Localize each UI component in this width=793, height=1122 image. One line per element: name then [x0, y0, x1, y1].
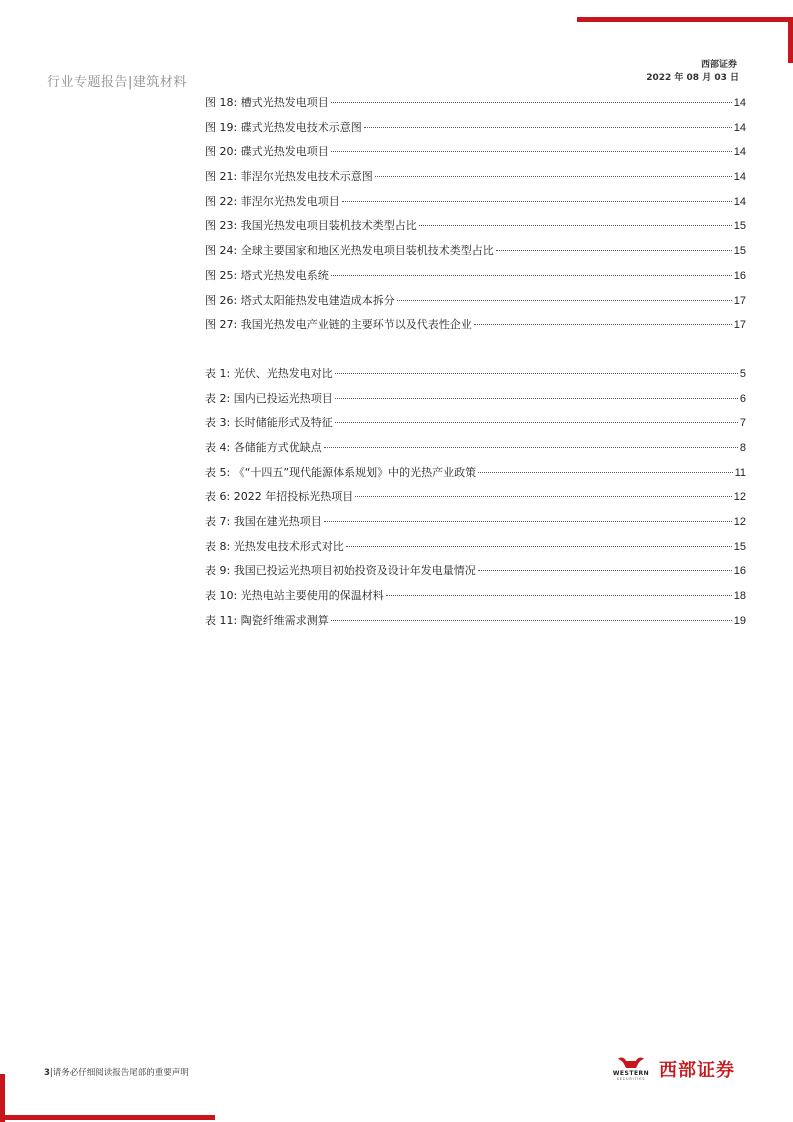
toc-entry-page: 6 [739, 392, 746, 405]
header-company: 西部证券 [700, 60, 737, 70]
toc-entry-label: 表 1: 光伏、光热发电对比 [205, 366, 333, 380]
dot-leader [331, 151, 732, 152]
dot-leader [375, 176, 732, 177]
dot-leader [346, 546, 732, 547]
toc-entry-label: 表 4: 各储能方式优缺点 [205, 440, 322, 454]
toc-entry[interactable] [205, 165, 746, 190]
logo-western-text: WESTERN [612, 1070, 650, 1077]
toc-entry[interactable] [205, 510, 746, 535]
toc-entry-label: 表 8: 光热发电技术形式对比 [205, 539, 344, 553]
toc-entry-label: 表 3: 长时储能形式及特征 [205, 416, 333, 430]
toc-entry-label: 表 2: 国内已投运光热项目 [205, 391, 333, 405]
dot-leader [331, 620, 732, 621]
toc-entry-label: 表 6: 2022 年招投标光热项目 [205, 490, 354, 504]
toc-entry-page: 14 [733, 195, 746, 208]
toc-entry-page: 18 [733, 590, 746, 603]
toc-entry[interactable] [205, 362, 746, 387]
toc-entry-page: 14 [733, 171, 746, 184]
toc-entry-page: 16 [733, 269, 746, 282]
dot-leader [478, 472, 732, 473]
toc-entry-label: 图 22: 菲涅尔光热发电项目 [205, 194, 340, 208]
toc-entry-label: 图 23: 我国光热发电项目装机技术类型占比 [205, 219, 417, 233]
toc-entry-page: 15 [733, 220, 746, 233]
figure-list [205, 91, 746, 338]
toc-entry[interactable] [205, 214, 746, 239]
toc-entry[interactable] [205, 239, 746, 264]
toc-entry[interactable] [205, 140, 746, 165]
footer-disclaimer [44, 1066, 189, 1078]
toc-entry[interactable] [205, 461, 746, 486]
toc-entry-label: 图 19: 碟式光热发电技术示意图 [205, 120, 362, 134]
dot-leader [335, 398, 738, 399]
toc-entry-label: 表 9: 我国已投运光热项目初始投资及设计年发电量情况 [205, 564, 476, 578]
toc-entry-label: 图 18: 槽式光热发电项目 [205, 96, 329, 109]
dot-leader [331, 102, 732, 103]
toc-entry-page: 11 [734, 466, 746, 479]
dot-leader [478, 570, 732, 571]
toc-entry[interactable] [205, 411, 746, 436]
report-date: 2022 年 08 月 03 日 [646, 73, 739, 83]
dot-leader [419, 225, 732, 226]
dot-leader [364, 127, 732, 128]
toc-entry-label: 图 24: 全球主要国家和地区光热发电项目装机技术类型占比 [205, 244, 494, 258]
toc-entry-page: 14 [733, 121, 746, 134]
dot-leader [324, 521, 732, 522]
toc-entry-page: 12 [733, 516, 746, 528]
toc-entry[interactable] [205, 387, 746, 412]
toc-entry-page: 7 [739, 417, 746, 430]
toc-entry-label: 表 7: 我国在建光热项目 [205, 515, 322, 528]
table-of-contents [205, 91, 746, 633]
toc-entry[interactable] [205, 485, 746, 510]
logo-chinese-name: 西部证券 [659, 1060, 735, 1081]
toc-entry-page: 15 [733, 245, 746, 258]
toc-entry-page: 12 [733, 491, 746, 504]
toc-entry[interactable] [205, 535, 746, 560]
toc-entry-page: 5 [739, 367, 746, 380]
toc-entry-label: 表 10: 光热电站主要使用的保温材料 [205, 589, 384, 603]
dot-leader [335, 373, 738, 374]
toc-entry-page: 15 [733, 540, 746, 553]
section-gap [205, 338, 746, 362]
company-logo [607, 1056, 735, 1082]
dot-leader [474, 324, 732, 325]
corner-decoration-top-horizontal [577, 17, 793, 22]
dot-leader [355, 496, 732, 497]
disclaimer-text: |请务必仔细阅读报告尾部的重要声明 [49, 1068, 189, 1078]
toc-entry[interactable] [205, 609, 746, 634]
toc-entry-label: 图 26: 塔式太阳能热发电建造成本拆分 [205, 293, 395, 307]
dot-leader [397, 300, 732, 301]
dot-leader [331, 275, 732, 276]
toc-entry-page: 16 [733, 565, 746, 578]
toc-entry[interactable] [205, 436, 746, 461]
toc-entry[interactable] [205, 116, 746, 141]
toc-entry-page: 14 [733, 97, 746, 109]
toc-entry-page: 14 [733, 146, 746, 159]
logo-emblem [607, 1056, 655, 1082]
toc-entry[interactable] [205, 584, 746, 609]
corner-decoration-bottom-horizontal [0, 1115, 215, 1120]
report-category: 行业专题报告|建筑材料 [47, 75, 187, 90]
toc-entry-page: 17 [733, 294, 746, 307]
toc-entry[interactable] [205, 289, 746, 314]
logo-securities-text: SECURITIES [616, 1077, 646, 1081]
dot-leader [335, 422, 738, 423]
toc-entry-label: 表 5: 《“十四五”现代能源体系规划》中的光热产业政策 [205, 465, 477, 479]
toc-entry-label: 图 27: 我国光热发电产业链的主要环节以及代表性企业 [205, 318, 472, 332]
dot-leader [324, 447, 738, 448]
toc-entry-label: 图 20: 碟式光热发电项目 [205, 145, 329, 159]
bull-icon [616, 1056, 646, 1070]
toc-entry[interactable] [205, 313, 746, 338]
corner-decoration-top-vertical [788, 17, 793, 63]
dot-leader [342, 201, 732, 202]
table-list [205, 362, 746, 634]
toc-entry[interactable] [205, 91, 746, 116]
toc-entry[interactable] [205, 190, 746, 215]
dot-leader [386, 595, 732, 596]
dot-leader [496, 250, 732, 251]
toc-entry-page: 8 [739, 441, 746, 454]
toc-entry-label: 图 25: 塔式光热发电系统 [205, 268, 329, 282]
toc-entry-page: 19 [733, 614, 746, 627]
toc-entry-page: 17 [733, 319, 746, 332]
toc-entry[interactable] [205, 264, 746, 289]
toc-entry[interactable] [205, 559, 746, 584]
page-number: 3 [44, 1068, 50, 1078]
toc-entry-label: 图 21: 菲涅尔光热发电技术示意图 [205, 170, 373, 184]
toc-entry-label: 表 11: 陶瓷纤维需求测算 [205, 613, 329, 627]
